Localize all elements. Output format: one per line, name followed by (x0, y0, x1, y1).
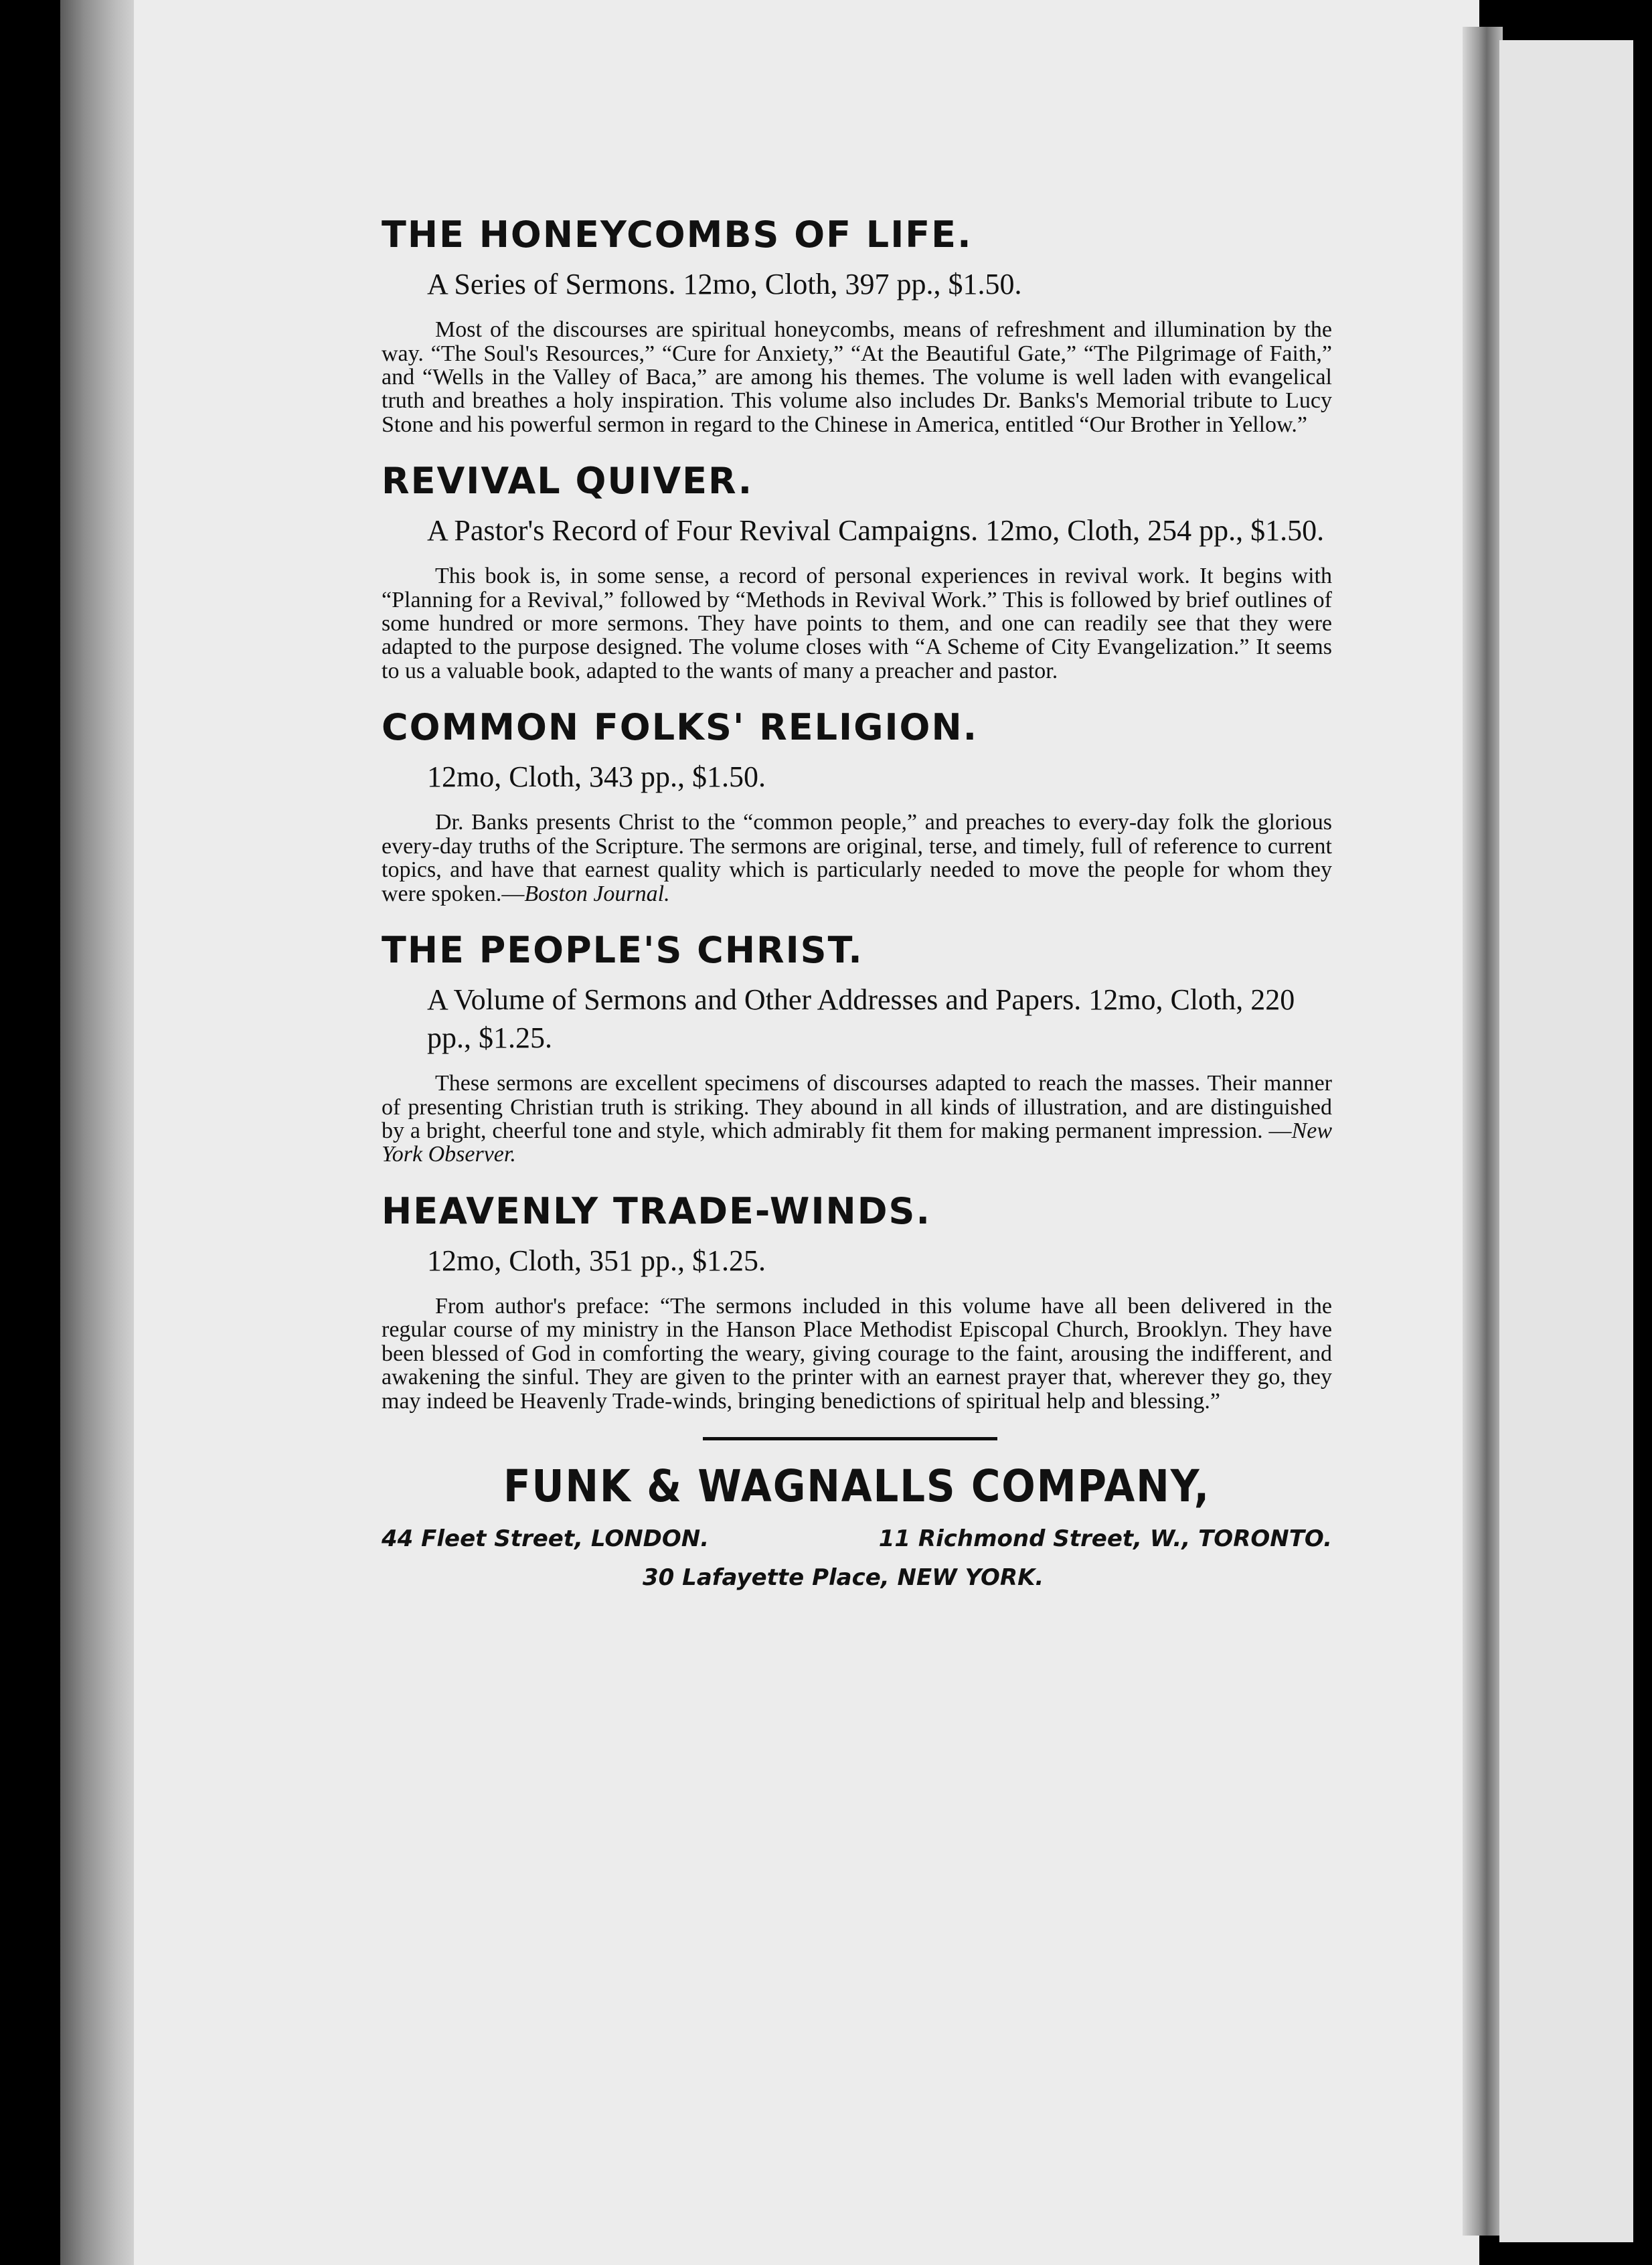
book-title: COMMON FOLKS' RELIGION. (382, 706, 979, 749)
book-entry-honeycombs (382, 214, 1332, 436)
address-london: 44 Fleet Street, LONDON. (382, 1525, 710, 1552)
book-details: A Series of Sermons. 12mo, Cloth, 397 pp., $1.50. (427, 268, 1022, 301)
book-review-source: Boston Journal. (524, 881, 670, 906)
facing-page-edge (1633, 40, 1652, 2242)
publisher-name: FUNK & WAGNALLS COMPANY, (503, 1460, 1211, 1512)
book-description: Most of the discourses are spiritual honeycombs, means of refreshment and illumination by the way. “The Soul's Resources,” “Cure for Anxiety,” “At the Beautiful Gate,” “The Pilgrimage of Faith,” and “Wells in the Valley of Baca,” are among his themes. The volume is well laden with evangelical truth and breathes a holy inspiration. This volume also includes Dr. Banks's Memorial tribute to Lucy Stone and his powerful sermon in regard to the Chinese in America, entitled “Our Brother in Yellow.” (382, 317, 1332, 437)
book-review-source: New York Observer. (382, 1118, 1332, 1167)
book-entry-heavenly-trade-winds (382, 1191, 1332, 1413)
book-details: 12mo, Cloth, 343 pp., $1.50. (427, 760, 766, 794)
book-page-edge (60, 0, 141, 2265)
divider-rule (703, 1437, 997, 1440)
book-title: THE PEOPLE'S CHRIST. (382, 928, 863, 971)
publisher-addresses (382, 1525, 1332, 1606)
book-entry-common-folks-religion (382, 707, 1332, 906)
book-details: 12mo, Cloth, 351 pp., $1.25. (427, 1244, 766, 1277)
book-details: A Pastor's Record of Four Revival Campaigns. 12mo, Cloth, 254 pp., $1.50. (427, 514, 1325, 548)
advertisement-content (382, 214, 1332, 1606)
book-description: These sermons are excellent specimens of discourses adapted to reach the masses. Their manner of presenting Christian truth is striking. They abound in all kinds of illustration, and are distinguished by a bright, cheerful tone and style, which admirably fit them for making permanent impression. —New York Observer. (382, 1071, 1332, 1167)
book-description: From author's preface: “The sermons included in this volume have all been delivered in the regular course of my ministry in the Hanson Place Methodist Episcopal Church, Brooklyn. They have been blessed of God in comforting the weary, giving courage to the faint, arousing the indifferent, and awakening the sinful. They are given to the printer with an earnest prayer that, wherever they go, they may indeed be Heavenly Trade-winds, bringing benedictions of spiritual help and blessing.” (382, 1294, 1332, 1414)
book-title: THE HONEYCOMBS OF LIFE. (382, 214, 973, 256)
book-gutter (1463, 27, 1503, 2236)
book-description: Dr. Banks presents Christ to the “common people,” and preaches to every-day folk the glorious every-day truths of the Scripture. The sermons are original, terse, and timely, full of reference to current topics, and have that earnest quality which is particularly needed to move the people for whom they were spoken.—Boston Journal. (382, 810, 1332, 906)
book-details: A Volume of Sermons and Other Addresses and Papers. 12mo, Cloth, 220 pp., $1.25. (427, 983, 1295, 1055)
book-description: This book is, in some sense, a record of personal experiences in revival work. It begins with “Planning for a Revival,” followed by “Methods in Revival Work.” This is followed by brief outlines of some hundred or more sermons. They have points to them, and one can readily see that they were adapted to the purpose designed. The volume closes with “A Scheme of City Evangelization.” It seems to us a valuable book, adapted to the wants of many a preacher and pastor. (382, 564, 1332, 683)
facing-page (1499, 40, 1652, 2242)
book-entry-peoples-christ (382, 930, 1332, 1167)
book-title: REVIVAL QUIVER. (382, 460, 754, 503)
book-title: HEAVENLY TRADE-WINDS. (382, 1189, 931, 1232)
book-entry-revival-quiver (382, 460, 1332, 683)
address-toronto: 11 Richmond Street, W., TORONTO. (878, 1525, 1332, 1552)
address-new-york: 30 Lafayette Place, NEW YORK. (643, 1564, 1044, 1591)
